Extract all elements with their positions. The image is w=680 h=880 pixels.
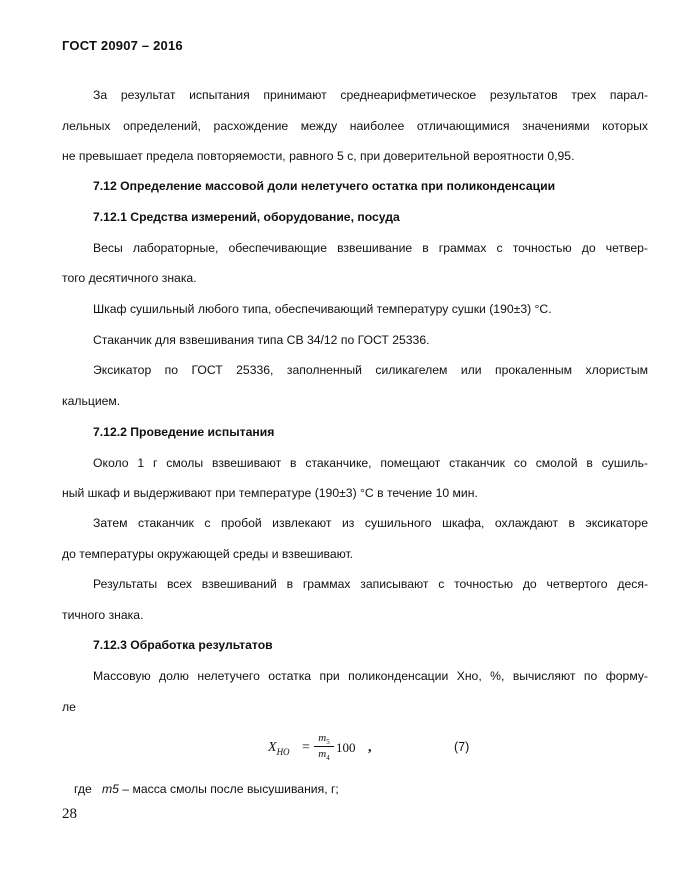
body-line: Весы лабораторные, обеспечивающие взвешивание в граммах с точностью до четвер- xyxy=(93,241,648,255)
section-heading-7-12-1: 7.12.1 Средства измерений, оборудование, посуда xyxy=(93,210,400,224)
body-line: Шкаф сушильный любого типа, обеспечивающий температуру сушки (190±3) °С. xyxy=(93,302,552,316)
numerator-subscript: 5 xyxy=(326,738,330,747)
body-line: Стаканчик для взвешивания типа СВ 34/12 по ГОСТ 25336. xyxy=(93,333,430,347)
body-line: до температуры окружающей среды и взвешивают. xyxy=(62,547,354,561)
body-line: того десятичного знака. xyxy=(62,271,197,285)
denominator-subscript: 4 xyxy=(326,754,330,763)
body-line: тичного знака. xyxy=(62,608,144,622)
legend-symbol: m5 xyxy=(101,782,119,796)
body-line: Около 1 г смолы взвешивают в стаканчике, помещают стаканчик со смолой в сушиль- xyxy=(93,456,648,470)
formula-lhs xyxy=(268,740,290,757)
body-line: За результат испытания принимают среднеарифметическое результатов трех парал- xyxy=(93,88,648,102)
body-line: кальцием. xyxy=(62,394,121,408)
numerator-symbol: m xyxy=(318,732,327,744)
body-line: лельных определений, расхождение между наиболее отличающимися значениями которых xyxy=(62,119,648,133)
section-heading-7-12-3: 7.12.3 Обработка результатов xyxy=(93,638,273,652)
formula-equals: = xyxy=(302,740,310,755)
formula-7 xyxy=(268,732,478,772)
formula-number: (7) xyxy=(454,740,470,754)
body-line: Затем стаканчик с пробой извлекают из сушильного шкафа, охлаждают в эксикаторе xyxy=(93,516,648,530)
page-number: 28 xyxy=(62,806,77,822)
body-line: ный шкаф и выдерживают при температуре (190±3) °С в течение 10 мин. xyxy=(62,486,478,500)
formula-symbol: X xyxy=(268,740,277,755)
legend-text: – масса смолы после высушивания, г; xyxy=(122,782,339,796)
formula-multiplier: 100 xyxy=(336,740,356,755)
section-heading-7-12: 7.12 Определение массовой доли нелетучего остатка при поликонденсации xyxy=(93,179,556,193)
section-heading-7-12-2: 7.12.2 Проведение испытания xyxy=(93,425,275,439)
formula-numerator xyxy=(314,732,334,745)
formula-subscript: НО xyxy=(276,746,290,757)
formula-comma: , xyxy=(368,740,372,755)
legend-prefix: где xyxy=(74,782,92,796)
body-line: Результаты всех взвешиваний в граммах записывают с точностью до четвертого деся- xyxy=(93,577,648,591)
body-line: ле xyxy=(62,700,76,714)
formula-legend xyxy=(74,782,339,796)
body-line: Эксикатор по ГОСТ 25336, заполненный силикагелем или прокаленным хлористым xyxy=(93,363,648,377)
body-line: не превышает предела повторяемости, равного 5 с, при доверительной вероятности 0,95. xyxy=(62,149,575,163)
body-line: Массовую долю нелетучего остатка при поликонденсации Хно, %, вычисляют по форму- xyxy=(93,669,648,683)
denominator-symbol: m xyxy=(318,748,327,760)
document-header: ГОСТ 20907 – 2016 xyxy=(62,38,183,53)
fraction-bar xyxy=(314,746,334,747)
formula-fraction xyxy=(314,732,334,762)
formula-denominator xyxy=(314,748,334,762)
